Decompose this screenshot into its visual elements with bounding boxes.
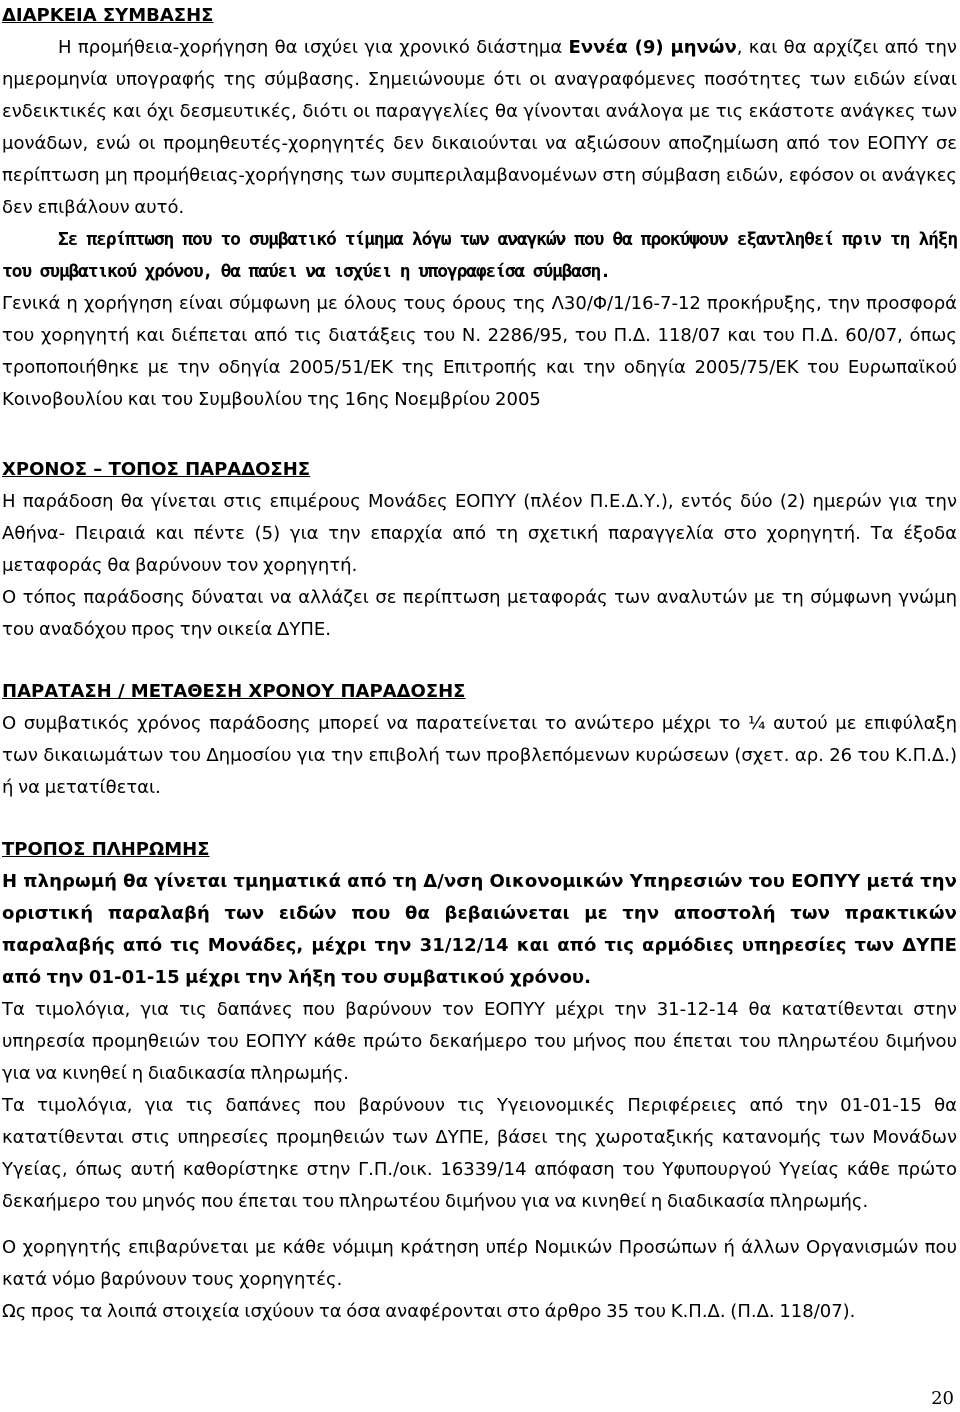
- payment-paragraph-1: Η πληρωμή θα γίνεται τμηματικά από τη Δ/νση Οικονομικών Υπηρεσιών του ΕΟΠΥΥ μετά την οριστική παραλαβή των ειδών που θα βεβαιώνεται με την αποστολή των πρακτικών παραλαβής από τις Μονάδες, μέχρι την 31/12/14 και από τις αρμόδιες υπηρεσίες των ΔΥΠΕ από την 01-01-15 μέχρι την λήξη του συμβατικού χρόνου.: [2, 871, 957, 988]
- payment-paragraph-5: Ως προς τα λοιπά στοιχεία ισχύουν τα όσα αναφέρονται στο άρθρο 35 του Κ.Π.Δ. (Π.Δ. 118/07).: [2, 1301, 856, 1322]
- duration-paragraph-2: Σε περίπτωση που το συμβατικό τίμημα λόγω των αναγκών που θα προκύψουν εξαντληθεί πριν τη λήξη του συμβατικού χρόνου, θα παύει να ισχύει η υπογραφείσα σύμβαση.: [2, 229, 957, 282]
- duration-text-c: , και θα αρχίζει από την ημερομηνία υπογραφής της σύμβασης. Σημειώνουμε ότι οι αναγραφόμενες ποσότητες των ειδών είναι ενδεικτικές και όχι δεσμευτικές, διότι οι παραγγελίες θα γίνονται ανάλογα με τις εκάστοτε ανάγκες των μονάδων, ενώ οι προμηθευτές-χορηγητές δεν δικαιούνται να αξιώσουν αποζημίωση από τον ΕΟΠΥΥ σε περίπτωση μη προμήθειας-χορήγησης των συμπεριλαμβανομένων στη σύμβαση ειδών, εφόσον οι ανάγκες δεν επιβάλουν αυτό.: [2, 37, 957, 218]
- payment-paragraph-4: Ο χορηγητής επιβαρύνεται με κάθε νόμιμη κράτηση υπέρ Νομικών Προσώπων ή άλλων Οργανισμών που κατά νόμο βαρύνουν τους χορηγητές.: [2, 1237, 957, 1290]
- section-title-delivery: ΧΡΟΝΟΣ – ΤΟΠΟΣ ΠΑΡΑΔΟΣΗΣ: [2, 459, 311, 480]
- extension-paragraph-1: Ο συμβατικός χρόνος παράδοσης μπορεί να παρατείνεται το ανώτερο μέχρι το ¼ αυτού με επιφύλαξη των δικαιωμάτων του Δημοσίου για την επιβολή των προβλεπόμενων κυρώσεων (σχετ. αρ. 26 του Κ.Π.Δ.) ή να μετατίθεται.: [2, 713, 957, 798]
- payment-paragraph-2: Τα τιμολόγια, για τις δαπάνες που βαρύνουν τον ΕΟΠΥΥ μέχρι την 31-12-14 θα κατατίθενται στην υπηρεσία προμηθειών του ΕΟΠΥΥ κάθε πρώτο δεκαήμερο του μήνος που έπεται του πληρωτέου διμήνου για να κινηθεί η διαδικασία πληρωμής.: [2, 999, 957, 1084]
- duration-paragraph-1: [2, 32, 957, 224]
- duration-paragraph-3: Γενικά η χορήγηση είναι σύμφωνη με όλους τους όρους της Λ30/Φ/1/16-7-12 προκήρυξης, την προσφορά του χορηγητή και διέπεται από τις διατάξεις του Ν. 2286/95, του Π.Δ. 118/07 και του Π.Δ. 60/07, όπως τροποποιήθηκε με την οδηγία 2005/51/ΕΚ της Επιτροπής και την οδηγία 2005/75/ΕΚ του Ευρωπαϊκού Κοινοβουλίου και του Συμβουλίου της 16ης Νοεμβρίου 2005: [2, 293, 957, 410]
- page-number: 20: [931, 1388, 954, 1409]
- delivery-paragraph-2: Ο τόπος παράδοσης δύναται να αλλάζει σε περίπτωση μεταφοράς των αναλυτών με τη σύμφωνη γνώμη του αναδόχου προς την οικεία ΔΥΠΕ.: [2, 587, 957, 640]
- duration-term-bold: Εννέα (9) μηνών: [568, 37, 737, 58]
- delivery-paragraph-1: Η παράδοση θα γίνεται στις επιμέρους Μονάδες ΕΟΠΥΥ (πλέον Π.Ε.Δ.Υ.), εντός δύο (2) ημερών για την Αθήνα- Πειραιά και πέντε (5) για την επαρχία από τη σχετική παραγγελία στο χορηγητή. Τα έξοδα μεταφοράς θα βαρύνουν τον χορηγητή.: [2, 491, 957, 576]
- section-title-payment: ΤΡΟΠΟΣ ΠΛΗΡΩΜΗΣ: [2, 839, 210, 860]
- duration-text-a: Η προμήθεια-χορήγηση θα ισχύει για χρονικό διάστημα: [58, 37, 569, 58]
- payment-paragraph-3: Τα τιμολόγια, για τις δαπάνες που βαρύνουν τις Υγειονομικές Περιφέρειες από την 01-01-15 θα κατατίθενται στις υπηρεσίες προμηθειών των ΔΥΠΕ, βάσει της χωροταξικής κατανομής των Μονάδων Υγείας, όπως αυτή καθορίστηκε στην Γ.Π./οικ. 16339/14 απόφαση του Υφυπουργού Υγείας κάθε πρώτο δεκαήμερο του μηνός που έπεται του πληρωτέου διμήνου για να κινηθεί η διαδικασία πληρωμής.: [2, 1095, 957, 1212]
- section-title-duration: ΔΙΑΡΚΕΙΑ ΣΥΜΒΑΣΗΣ: [2, 5, 214, 26]
- section-title-extension: ΠΑΡΑΤΑΣΗ / ΜΕΤΑΘΕΣΗ ΧΡΟΝΟΥ ΠΑΡΑΔΟΣΗΣ: [2, 681, 466, 702]
